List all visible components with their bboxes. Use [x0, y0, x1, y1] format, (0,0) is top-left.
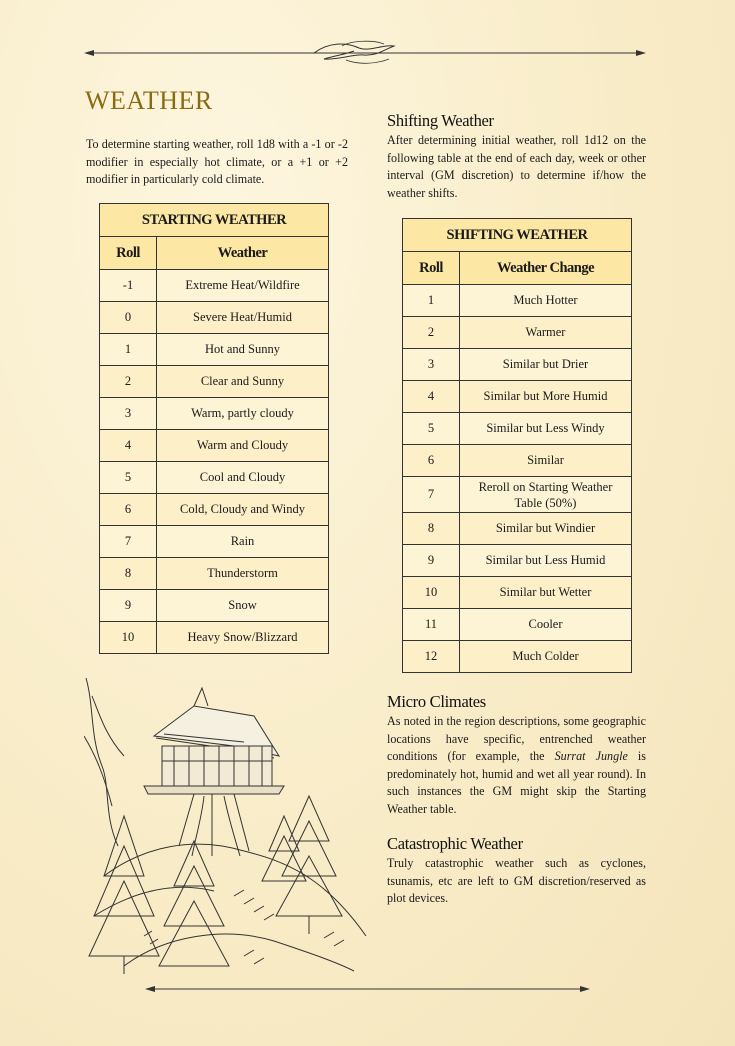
shifting-col-roll: Roll: [403, 252, 460, 285]
table-row: [100, 398, 329, 430]
catastrophic-weather-heading: Catastrophic Weather: [387, 834, 523, 853]
table-row: [403, 641, 632, 673]
weather-cell: Warm and Cloudy: [157, 430, 329, 462]
intro-paragraph: To determine starting weather, roll 1d8 with a -1 or -2 modifier in especially hot climate, or a +1 or +2 modifier in particularly cold climate.: [86, 137, 348, 186]
roll-cell: -1: [100, 270, 157, 302]
change-cell: Similar but Drier: [460, 349, 632, 381]
table-row: [403, 317, 632, 349]
roll-cell: 9: [100, 590, 157, 622]
change-cell: Similar but Windier: [460, 513, 632, 545]
roll-cell: 12: [403, 641, 460, 673]
roll-cell: 5: [100, 462, 157, 494]
weather-cell: Cold, Cloudy and Windy: [157, 494, 329, 526]
roll-cell: 2: [403, 317, 460, 349]
roll-cell: 5: [403, 413, 460, 445]
table-row: [100, 270, 329, 302]
weather-cell: Extreme Heat/Wildfire: [157, 270, 329, 302]
roll-cell: 8: [100, 558, 157, 590]
change-cell: Similar: [460, 445, 632, 477]
starting-weather-table: [99, 203, 329, 654]
table-row: [403, 285, 632, 317]
table-row: [403, 445, 632, 477]
weather-cell: Heavy Snow/Blizzard: [157, 622, 329, 654]
micro-climates-heading: Micro Climates: [387, 692, 486, 711]
starting-col-weather: Weather: [157, 237, 329, 270]
roll-cell: 3: [403, 349, 460, 381]
change-cell: Much Colder: [460, 641, 632, 673]
table-row: [100, 366, 329, 398]
table-row: [100, 334, 329, 366]
change-cell: Warmer: [460, 317, 632, 349]
roll-cell: 6: [100, 494, 157, 526]
change-cell: Similar but Wetter: [460, 577, 632, 609]
weather-cell: Snow: [157, 590, 329, 622]
roll-cell: 2: [100, 366, 157, 398]
table-row: [100, 462, 329, 494]
roll-cell: 1: [403, 285, 460, 317]
roll-cell: 7: [100, 526, 157, 558]
roll-cell: 10: [403, 577, 460, 609]
change-cell: Similar but Less Humid: [460, 545, 632, 577]
weather-cell: Cool and Cloudy: [157, 462, 329, 494]
weather-cell: Clear and Sunny: [157, 366, 329, 398]
shifting-weather-caption: SHIFTING WEATHER: [403, 219, 632, 252]
roll-cell: 11: [403, 609, 460, 641]
micro-text-before: As noted in the region descriptions, some geographic locations have specific, entrenched weather conditions (for example, the: [387, 714, 646, 763]
table-row: [100, 558, 329, 590]
treehouse-illustration: [84, 676, 369, 976]
change-cell: Cooler: [460, 609, 632, 641]
bottom-divider: [145, 983, 590, 995]
weather-cell: Severe Heat/Humid: [157, 302, 329, 334]
roll-cell: 10: [100, 622, 157, 654]
micro-text-after: is predominately hot, humid and wet all year round). In such instances the GM might skip the Starting Weather table.: [387, 749, 646, 816]
top-ornament-divider: [84, 38, 646, 68]
shifting-weather-text: After determining initial weather, roll 1d12 on the following table at the end of each day, week or other interval (GM discretion) to determine if/how the weather shifts.: [387, 133, 646, 200]
roll-cell: 1: [100, 334, 157, 366]
roll-cell: 7: [403, 477, 460, 513]
weather-cell: Thunderstorm: [157, 558, 329, 590]
shifting-weather-heading: Shifting Weather: [387, 111, 494, 130]
table-row: [403, 609, 632, 641]
table-row: [403, 349, 632, 381]
starting-weather-caption: STARTING WEATHER: [100, 204, 329, 237]
table-row: [403, 413, 632, 445]
place-name: Surrat Jungle: [554, 749, 628, 763]
roll-cell: 9: [403, 545, 460, 577]
weather-cell: Warm, partly cloudy: [157, 398, 329, 430]
table-row: [403, 545, 632, 577]
change-cell: Reroll on Starting Weather Table (50%): [460, 477, 632, 513]
table-row: [100, 622, 329, 654]
change-cell: Much Hotter: [460, 285, 632, 317]
table-row: [100, 494, 329, 526]
micro-climates-text: [387, 713, 646, 818]
roll-cell: 8: [403, 513, 460, 545]
roll-cell: 0: [100, 302, 157, 334]
shifting-weather-table: [402, 218, 632, 673]
page-title: WEATHER: [85, 86, 213, 115]
roll-cell: 4: [100, 430, 157, 462]
shifting-col-change: Weather Change: [460, 252, 632, 285]
table-row: [403, 477, 632, 513]
roll-cell: 4: [403, 381, 460, 413]
change-cell: Similar but Less Windy: [460, 413, 632, 445]
catastrophic-weather-text: Truly catastrophic weather such as cyclones, tsunamis, etc are left to GM discretion/reserved as plot devices.: [387, 856, 646, 905]
roll-cell: 3: [100, 398, 157, 430]
table-row: [403, 513, 632, 545]
roll-cell: 6: [403, 445, 460, 477]
weather-cell: Rain: [157, 526, 329, 558]
starting-col-roll: Roll: [100, 237, 157, 270]
table-row: [100, 526, 329, 558]
change-cell: Similar but More Humid: [460, 381, 632, 413]
table-row: [100, 302, 329, 334]
table-row: [403, 381, 632, 413]
table-row: [100, 590, 329, 622]
table-row: [100, 430, 329, 462]
table-row: [403, 577, 632, 609]
weather-cell: Hot and Sunny: [157, 334, 329, 366]
